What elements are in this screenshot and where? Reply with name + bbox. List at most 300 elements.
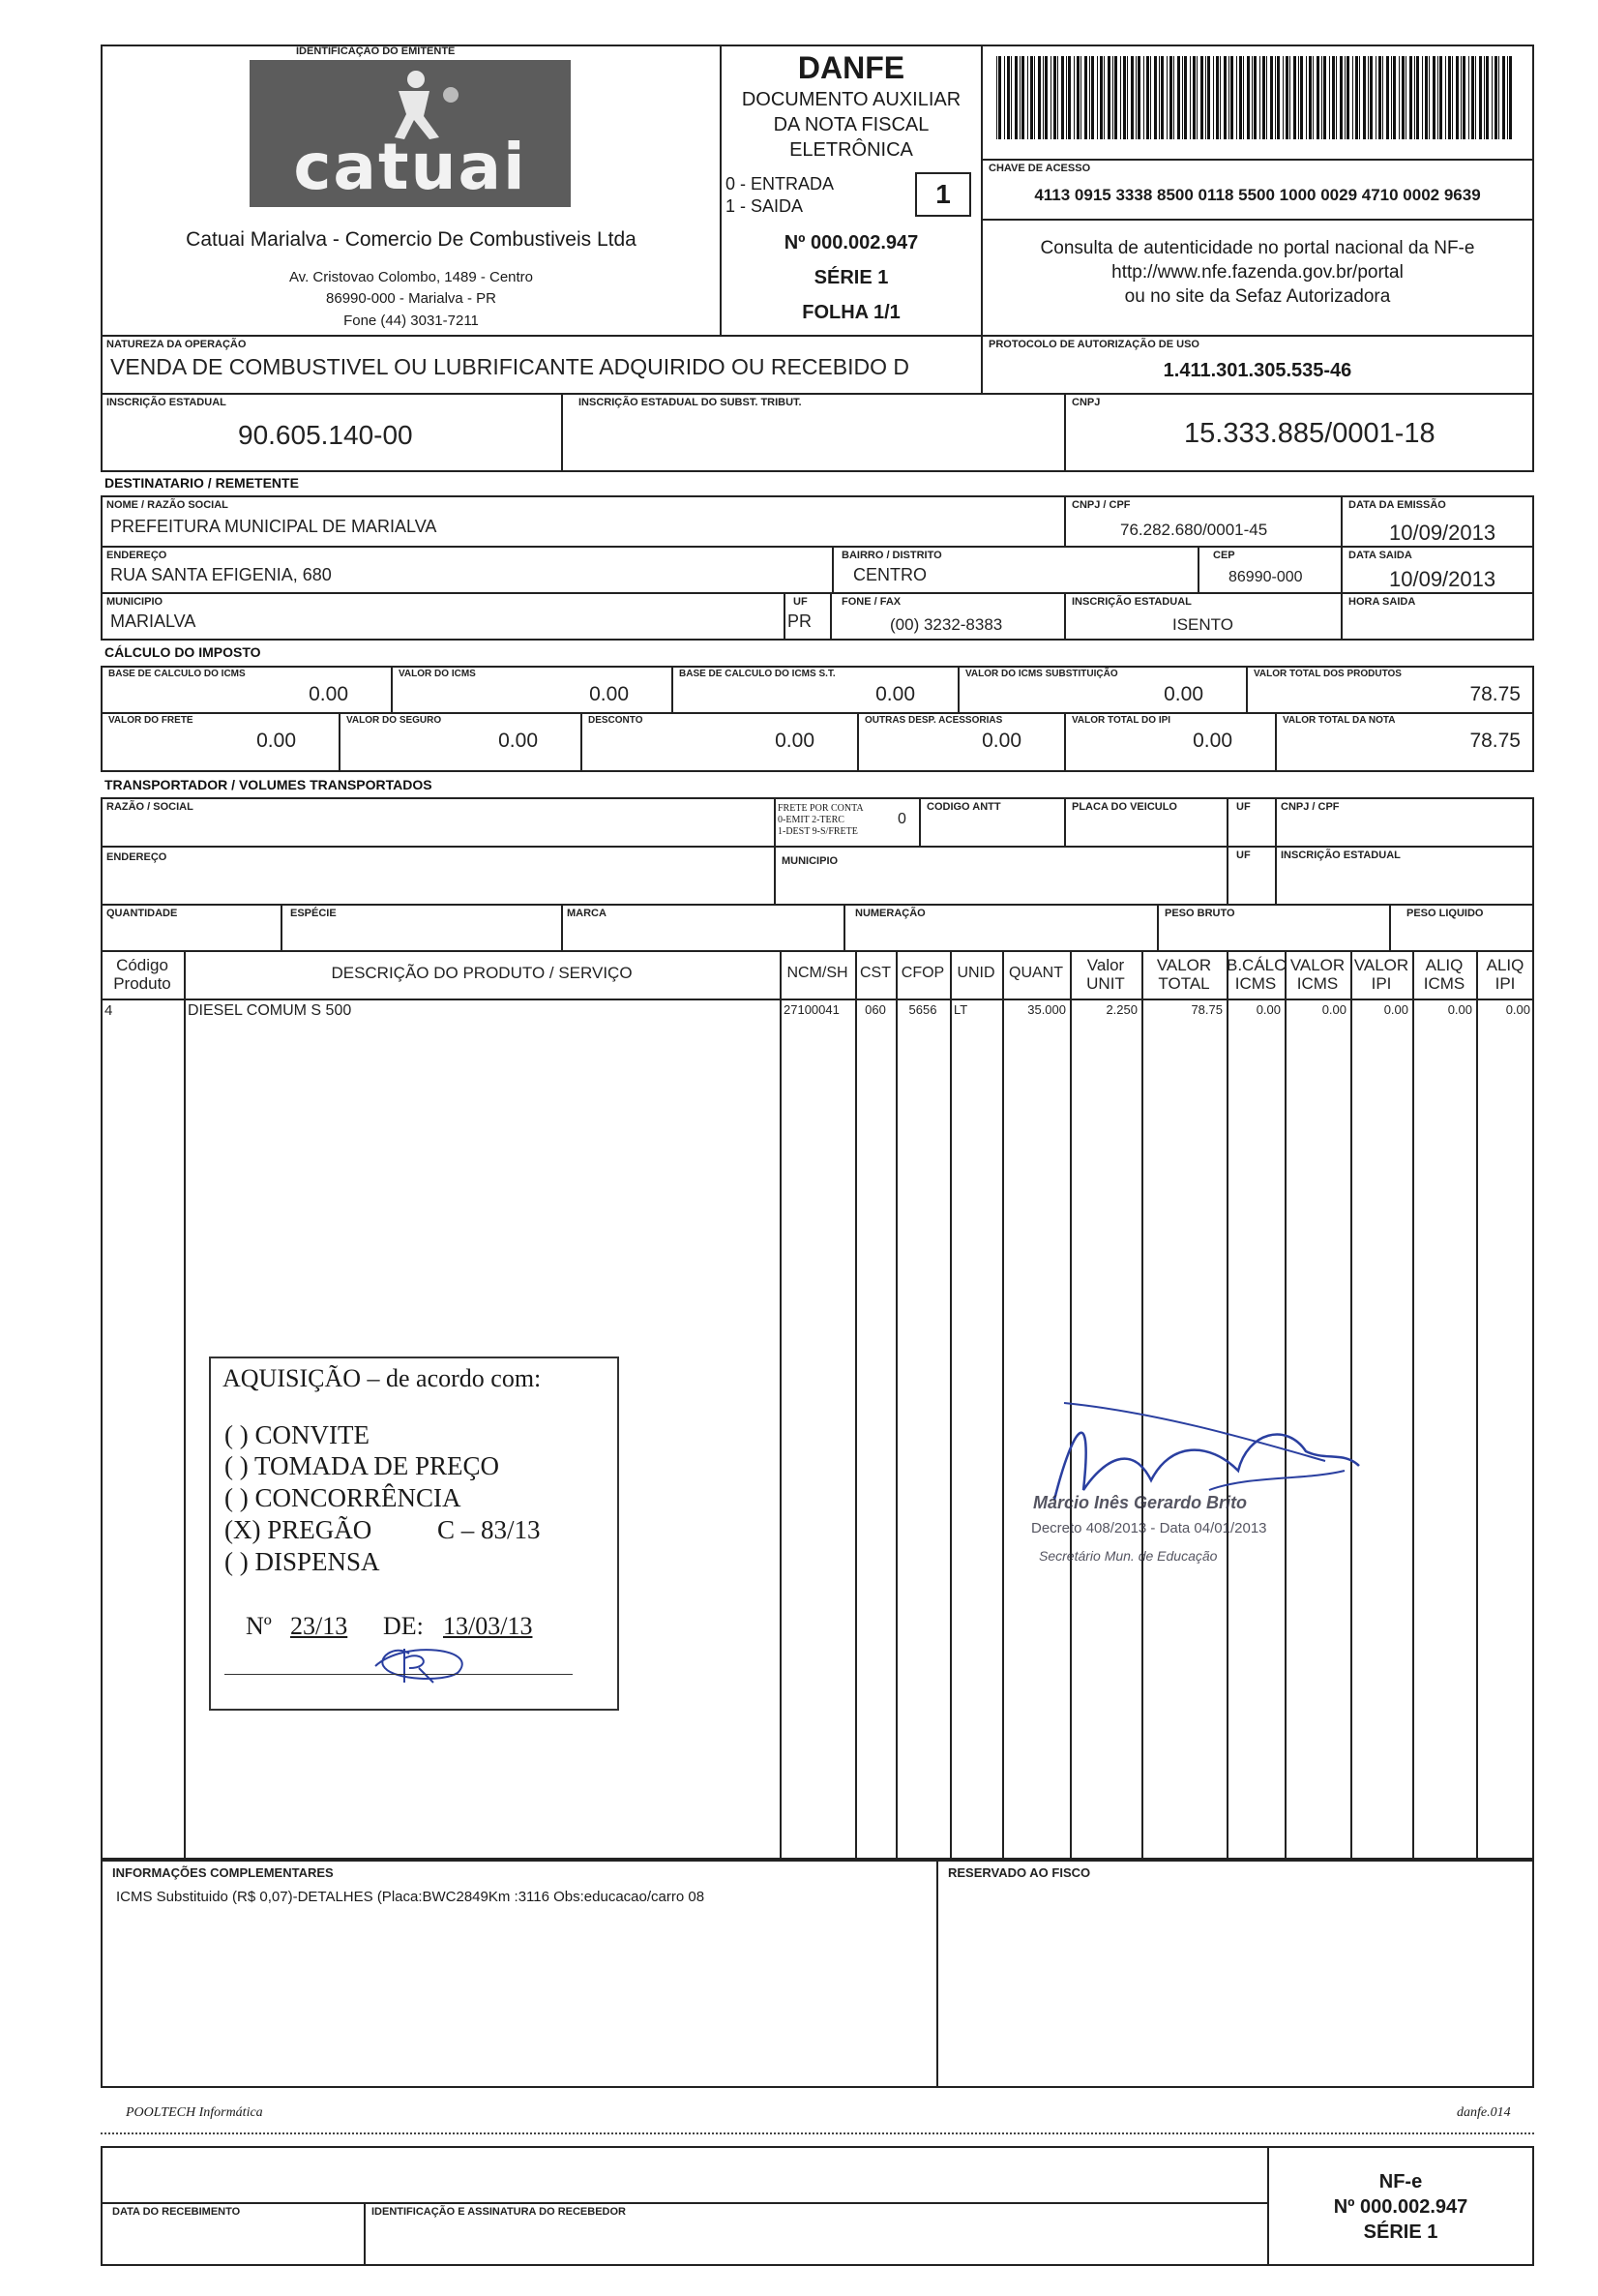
transp-ie-label: INSCRIÇÃO ESTADUAL (1281, 850, 1401, 861)
barcode-bar (1220, 56, 1221, 139)
stamp-item: (X) PREGÃO (224, 1515, 372, 1544)
barcode-bar (1213, 56, 1214, 139)
barcode-bar (1323, 56, 1326, 139)
barcode-bar (1393, 56, 1396, 139)
software-name: POOLTECH Informática (126, 2105, 263, 2120)
barcode-bar (1391, 56, 1392, 139)
info-label: INFORMAÇÕES COMPLEMENTARES (112, 1865, 334, 1880)
barcode-bar (1313, 56, 1314, 139)
barcode-bar (1154, 56, 1157, 139)
official-stamp-line-1: Márcio Inês Gerardo Brito (1033, 1493, 1248, 1512)
official-stamp-line-2: Decreto 408/2013 - Data 04/01/2013 (1031, 1520, 1267, 1536)
barcode-bar (1239, 56, 1242, 139)
divider (830, 592, 832, 641)
barcode-bar (1368, 56, 1369, 139)
barcode-bar (1114, 56, 1117, 139)
dest-endereco: RUA SANTA EFIGENIA, 680 (110, 565, 332, 584)
barcode-bar (1074, 56, 1075, 139)
barcode-bar (1136, 56, 1137, 139)
imposto-value: 78.75 (1469, 683, 1521, 705)
column-divider (780, 950, 782, 1860)
barcode-bar (1484, 56, 1485, 139)
barcode-bar (1345, 56, 1346, 139)
peso-liquido-label: PESO LIQUIDO (1406, 908, 1484, 919)
canhoto-serie: SÉRIE 1 (1363, 2221, 1438, 2243)
cell-cfop: 5656 (908, 1002, 937, 1017)
imposto-label: VALOR DO ICMS (399, 669, 476, 679)
imposto-value: 0.00 (589, 683, 629, 705)
emitente-label: IDENTIFICAÇÃO DO EMITENTE (296, 45, 456, 57)
cell-vicms: 0.00 (1321, 1002, 1346, 1017)
barcode-bar (1108, 56, 1110, 139)
transp-endereco-label: ENDEREÇO (106, 851, 167, 863)
cell-aicms: 0.00 (1447, 1002, 1472, 1017)
divider (561, 904, 563, 952)
stamp-title: AQUISIÇÃO – de acordo com: (222, 1364, 542, 1392)
consulta-line-3: ou no site da Sefaz Autorizadora (1124, 286, 1391, 307)
barcode-bar (1123, 56, 1126, 139)
barcode-bar (1422, 56, 1423, 139)
divider (101, 546, 1534, 548)
barcode-bar (1143, 56, 1144, 139)
barcode-bar (1011, 56, 1012, 139)
placa-label: PLACA DO VEICULO (1072, 801, 1177, 813)
barcode-bar (1386, 56, 1389, 139)
cut-line (101, 2132, 1534, 2134)
barcode-bar (1399, 56, 1400, 139)
stamp-signature-line (224, 1674, 573, 1675)
barcode-bar (1120, 56, 1121, 139)
divider (1064, 797, 1066, 846)
cell-descricao: DIESEL COMUM S 500 (188, 1002, 352, 1019)
column-header-aicms: ALIQ ICMS (1423, 956, 1465, 993)
barcode-bar (1378, 56, 1381, 139)
barcode-bar (1275, 56, 1276, 139)
barcode-bar (1409, 56, 1412, 139)
dest-fone-label: FONE / FAX (842, 596, 902, 608)
company-logo (250, 60, 571, 207)
imposto-value: 0.00 (1164, 683, 1203, 705)
barcode-bar (1289, 56, 1290, 139)
danfe-subtitle-1: DOCUMENTO AUXILIAR (741, 89, 962, 110)
canhoto-nfe: NF-e (1378, 2171, 1423, 2192)
barcode-bar (1112, 56, 1113, 139)
barcode-bar (1502, 56, 1505, 139)
stamp-numero-label: Nº (246, 1612, 272, 1640)
natureza-value: VENDA DE COMBUSTIVEL OU LUBRIFICANTE ADQUIRIDO OU RECEBIDO D (110, 354, 910, 379)
divider (101, 712, 1534, 714)
official-stamp-line-3: Secretário Mun. de Educação (1039, 1548, 1218, 1564)
divider (784, 592, 785, 641)
barcode-bar (1097, 56, 1098, 139)
dest-ie-label: INSCRIÇÃO ESTADUAL (1072, 596, 1192, 608)
danfe-subtitle-2: DA NOTA FISCAL (773, 114, 930, 135)
imposto-label: OUTRAS DESP. ACESSORIAS (865, 715, 1003, 726)
column-divider (1476, 950, 1478, 1860)
imposto-label: BASE DE CALCULO DO ICMS (108, 669, 246, 679)
divider (101, 592, 1534, 594)
transp-uf-label: UF (1236, 801, 1251, 813)
barcode-bar (1321, 56, 1322, 139)
barcode-bar (1329, 56, 1330, 139)
imposto-label: VALOR DO ICMS SUBSTITUIÇÃO (965, 669, 1118, 679)
barcode-bar (1456, 56, 1459, 139)
barcode-bar (1061, 56, 1064, 139)
danfe-folha: FOLHA 1/1 (802, 302, 901, 323)
company-phone: Fone (44) 3031-7211 (343, 313, 479, 329)
barcode-bar (1332, 56, 1335, 139)
natureza-label: NATUREZA DA OPERAÇÃO (106, 339, 247, 350)
barcode-bar (1461, 56, 1462, 139)
barcode-bar (1266, 56, 1267, 139)
dest-saida-label: DATA SAIDA (1348, 550, 1412, 561)
danfe-subtitle-3: ELETRÔNICA (789, 139, 913, 161)
barcode-bar (1200, 56, 1203, 139)
barcode-bar (1159, 56, 1160, 139)
frete-line-2: 0-EMIT 2-TERC (778, 815, 844, 825)
barcode-bar (1471, 56, 1474, 139)
initials-signature-icon (366, 1639, 501, 1687)
column-header-vipi: VALOR IPI (1353, 956, 1409, 993)
danfe-tipo-box (915, 172, 971, 217)
dest-municipio-label: MUNICIPIO (106, 596, 163, 608)
column-header-cfop: CFOP (901, 965, 945, 981)
company-cep-city: 86990-000 - Marialva - PR (326, 290, 496, 307)
barcode-bar (1131, 56, 1134, 139)
barcode-bar (1468, 56, 1469, 139)
barcode-bar (1184, 56, 1187, 139)
barcode-bar (1336, 56, 1337, 139)
barcode-bar (1045, 56, 1048, 139)
dest-uf: PR (787, 611, 813, 631)
divider (1064, 592, 1066, 641)
barcode-bar (1416, 56, 1419, 139)
barcode-bar (1448, 56, 1451, 139)
divider (1227, 797, 1228, 906)
dest-nome-label: NOME / RAZÃO SOCIAL (106, 499, 228, 511)
logo-text: catuai (293, 130, 527, 204)
barcode-bar (1190, 56, 1191, 139)
transp-uf2-label: UF (1236, 850, 1251, 861)
divider (1157, 904, 1159, 952)
dest-saida: 10/09/2013 (1389, 567, 1496, 591)
barcode-bar (1414, 56, 1415, 139)
column-header-vicms: VALOR ICMS (1289, 956, 1346, 993)
cell-quant: 35.000 (1027, 1002, 1066, 1017)
cell-vipi: 0.00 (1383, 1002, 1408, 1017)
transp-razao-label: RAZÃO / SOCIAL (106, 801, 193, 813)
column-header-vtotal: VALOR TOTAL (1156, 956, 1212, 993)
barcode-bar (1077, 56, 1080, 139)
barcode (996, 56, 1519, 139)
divider (561, 393, 563, 472)
antt-label: CODIGO ANTT (927, 801, 1001, 813)
barcode-bar (1021, 56, 1024, 139)
consulta-line-1: Consulta de autenticidade no portal nacional da NF-e (1040, 238, 1475, 258)
stamp-item: ( ) CONVITE (224, 1420, 370, 1449)
imposto-label: VALOR TOTAL DO IPI (1072, 715, 1171, 726)
barcode-bar (1286, 56, 1288, 139)
barcode-bar (1182, 56, 1183, 139)
barcode-bar (1252, 56, 1253, 139)
barcode-bar (1439, 56, 1442, 139)
dest-nome: PREFEITURA MUNICIPAL DE MARIALVA (110, 517, 437, 536)
barcode-bar (1057, 56, 1058, 139)
divider (919, 797, 921, 846)
barcode-bar (1216, 56, 1219, 139)
imposto-value: 0.00 (875, 683, 915, 705)
barcode-bar (1177, 56, 1180, 139)
transp-municipio-label: MUNICIPIO (782, 855, 839, 867)
barcode-bar (1247, 56, 1250, 139)
assinatura-label: IDENTIFICAÇÃO E ASSINATURA DO RECEBEDOR (371, 2206, 626, 2218)
barcode-bar (1507, 56, 1508, 139)
especie-label: ESPÉCIE (290, 908, 337, 919)
column-header-codigo: Código Produto (113, 956, 171, 993)
imposto-label: VALOR TOTAL DOS PRODUTOS (1254, 669, 1402, 679)
imposto-value: 78.75 (1469, 730, 1521, 752)
barcode-bar (1479, 56, 1482, 139)
danfe-tipo: 1 (935, 179, 951, 209)
protocolo-value: 1.411.301.305.535-46 (1163, 360, 1352, 381)
transp-cnpj-label: CNPJ / CPF (1281, 801, 1340, 813)
barcode-bar (1300, 56, 1303, 139)
divider (1389, 904, 1391, 952)
barcode-bar (1498, 56, 1499, 139)
barcode-bar (1270, 56, 1273, 139)
barcode-bar (1053, 56, 1056, 139)
column-header-bcicms: B.CÁLC ICMS (1227, 956, 1287, 993)
frete-line-1: FRETE POR CONTA (778, 803, 864, 814)
barcode-bar (1193, 56, 1196, 139)
barcode-bar (1091, 56, 1094, 139)
divider (1341, 495, 1343, 641)
company-name: Catuai Marialva - Comercio De Combustiveis Ltda (186, 228, 636, 251)
stamp-data-label: DE: (383, 1612, 424, 1640)
barcode-bar (1197, 56, 1198, 139)
stamp-data: 13/03/13 (443, 1612, 533, 1640)
barcode-bar (1027, 56, 1028, 139)
divider (843, 904, 845, 952)
barcode-bar (1340, 56, 1343, 139)
cell-aipi: 0.00 (1505, 1002, 1530, 1017)
barcode-bar (1306, 56, 1307, 139)
barcode-bar (1355, 56, 1358, 139)
cell-cst: 060 (865, 1002, 886, 1017)
chave-value: 4113 0915 3338 8500 0118 5500 1000 0029 4710 0002 9639 (1034, 186, 1481, 204)
dest-municipio: MARIALVA (110, 611, 196, 631)
dest-emissao-label: DATA DA EMISSÃO (1348, 499, 1446, 511)
barcode-bar (1437, 56, 1438, 139)
transportador-section: TRANSPORTADOR / VOLUMES TRANSPORTADOS (104, 777, 432, 792)
barcode-bar (1346, 56, 1349, 139)
barcode-bar (1205, 56, 1206, 139)
barcode-bar (1004, 56, 1005, 139)
column-divider (1002, 950, 1004, 1860)
barcode-bar (1084, 56, 1087, 139)
barcode-bar (1293, 56, 1296, 139)
barcode-bar (1230, 56, 1233, 139)
barcode-bar (1150, 56, 1151, 139)
fisco-box (936, 1860, 1534, 2088)
stamp-item: ( ) CONCORRÊNCIA (224, 1483, 461, 1512)
barcode-bar (1298, 56, 1299, 139)
frete-value: 0 (898, 811, 906, 827)
imposto-label: DESCONTO (588, 715, 643, 726)
barcode-bar (1425, 56, 1428, 139)
barcode-bar (1254, 56, 1257, 139)
barcode-bar (1173, 56, 1174, 139)
dest-endereco-label: ENDEREÇO (106, 550, 167, 561)
barcode-bar (1100, 56, 1103, 139)
column-divider (855, 950, 857, 1860)
column-divider (896, 950, 898, 1860)
barcode-bar (1359, 56, 1360, 139)
barcode-bar (1146, 56, 1149, 139)
danfe-saida: 1 - SAIDA (725, 196, 804, 216)
barcode-bar (1167, 56, 1168, 139)
protocolo-label: PROTOCOLO DE AUTORIZAÇÃO DE USO (989, 339, 1199, 350)
company-address: Av. Cristovao Colombo, 1489 - Centro (288, 269, 534, 285)
column-header-descricao: DESCRIÇÃO DO PRODUTO / SERVIÇO (331, 964, 633, 982)
frete-line-3: 1-DEST 9-S/FRETE (778, 826, 858, 837)
barcode-bar (996, 56, 997, 139)
imposto-label: VALOR DO FRETE (108, 715, 193, 726)
peso-bruto-label: PESO BRUTO (1165, 908, 1235, 919)
barcode-bar (1034, 56, 1035, 139)
cell-unid: LT (954, 1002, 968, 1017)
barcode-bar (1066, 56, 1067, 139)
danfe-title: DANFE (797, 50, 905, 85)
cell-ncm: 27100041 (784, 1002, 840, 1017)
barcode-bar (1433, 56, 1435, 139)
barcode-bar (1277, 56, 1280, 139)
dest-bairro-label: BAIRRO / DISTRITO (842, 550, 942, 561)
imposto-value: 0.00 (309, 683, 348, 705)
barcode-bar (1127, 56, 1128, 139)
barcode-bar (1038, 56, 1041, 139)
divider (832, 546, 834, 592)
cell-codigo: 4 (104, 1002, 113, 1019)
barcode-bar (1259, 56, 1260, 139)
danfe-numero: Nº 000.002.947 (784, 232, 919, 253)
barcode-bar (1161, 56, 1164, 139)
imposto-value: 0.00 (1193, 730, 1232, 752)
column-header-vunit: Valor UNIT (1086, 956, 1125, 993)
barcode-bar (998, 56, 1001, 139)
barcode-bar (1283, 56, 1284, 139)
marca-label: MARCA (567, 908, 607, 919)
barcode-bar (1007, 56, 1010, 139)
column-header-aipi: ALIQ IPI (1486, 956, 1524, 993)
iest-label: INSCRIÇÃO ESTADUAL DO SUBST. TRIBUT. (578, 397, 802, 408)
destinatario-section: DESTINATARIO / REMETENTE (104, 475, 299, 491)
ie-label: INSCRIÇÃO ESTADUAL (106, 397, 226, 408)
barcode-bar (1370, 56, 1373, 139)
dest-hora-label: HORA SAIDA (1348, 596, 1416, 608)
divider (364, 2202, 366, 2266)
imposto-value: 0.00 (775, 730, 814, 752)
barcode-bar (1494, 56, 1497, 139)
chave-label: CHAVE DE ACESSO (989, 163, 1091, 174)
danfe-serie: SÉRIE 1 (814, 267, 889, 288)
emitente-cnpj-value: 15.333.885/0001-18 (1184, 418, 1435, 449)
barcode-bar (1104, 56, 1105, 139)
dest-fone: (00) 3232-8383 (890, 615, 1003, 634)
dest-emissao: 10/09/2013 (1389, 521, 1496, 545)
stamp-item: ( ) TOMADA DE PREÇO (224, 1451, 500, 1480)
imposto-section: CÁLCULO DO IMPOSTO (104, 644, 261, 660)
barcode-bar (1228, 56, 1229, 139)
divider (1275, 797, 1277, 906)
divider (1064, 495, 1066, 546)
danfe-entrada: 0 - ENTRADA (725, 174, 835, 194)
barcode-bar (1317, 56, 1319, 139)
recebimento-label: DATA DO RECEBIMENTO (112, 2206, 241, 2218)
barcode-bar (1030, 56, 1033, 139)
dest-uf-label: UF (793, 596, 808, 608)
imposto-value: 0.00 (256, 730, 296, 752)
stamp-pregao-ref: C – 83/13 (437, 1515, 541, 1544)
barcode-divider (981, 159, 1534, 161)
dest-cep: 86990-000 (1228, 569, 1303, 585)
danfe-version: danfe.014 (1457, 2105, 1511, 2120)
barcode-bar (1207, 56, 1210, 139)
barcode-bar (1224, 56, 1227, 139)
ie-value: 90.605.140-00 (238, 420, 413, 450)
fisco-label: RESERVADO AO FISCO (948, 1865, 1091, 1880)
barcode-bar (1262, 56, 1265, 139)
numeracao-label: NUMERAÇÃO (855, 908, 926, 919)
dest-ie: ISENTO (1172, 615, 1233, 634)
barcode-bar (1043, 56, 1044, 139)
divider (281, 904, 282, 952)
cell-vtotal: 78.75 (1191, 1002, 1223, 1017)
barcode-bar (1068, 56, 1071, 139)
barcode-bar (1486, 56, 1489, 139)
cell-vunit: 2.250 (1106, 1002, 1138, 1017)
barcode-bar (1363, 56, 1366, 139)
barcode-bar (1309, 56, 1312, 139)
barcode-bar (1089, 56, 1090, 139)
divider (1198, 546, 1199, 592)
barcode-bar (1452, 56, 1453, 139)
dest-bairro: CENTRO (853, 565, 927, 584)
barcode-bar (1169, 56, 1172, 139)
emitente-cnpj-label: CNPJ (1072, 397, 1101, 408)
consulta-line-2: http://www.nfe.fazenda.gov.br/portal (1111, 262, 1404, 283)
divider (1064, 393, 1066, 472)
barcode-bar (1492, 56, 1493, 139)
divider (774, 797, 776, 906)
qtd-label: QUANTIDADE (106, 908, 178, 919)
imposto-label: VALOR TOTAL DA NOTA (1283, 715, 1396, 726)
chave-divider (981, 219, 1534, 221)
imposto-label: VALOR DO SEGURO (346, 715, 442, 726)
divider (101, 2202, 1267, 2204)
barcode-bar (1402, 56, 1405, 139)
info-text: ICMS Substituido (R$ 0,07)-DETALHES (Placa:BWC2849Km :3116 Obs:educacao/carro 08 (116, 1889, 705, 1905)
stamp-numero: 23/13 (290, 1612, 348, 1640)
aquisicao-stamp (209, 1357, 619, 1711)
imposto-label: BASE DE CALCULO DO ICMS S.T. (679, 669, 836, 679)
barcode-bar (1445, 56, 1446, 139)
barcode-bar (1475, 56, 1476, 139)
column-divider (950, 950, 952, 1860)
barcode-bar (1352, 56, 1353, 139)
column-header-cst: CST (860, 965, 891, 981)
canhoto-numero: Nº 000.002.947 (1333, 2196, 1468, 2218)
